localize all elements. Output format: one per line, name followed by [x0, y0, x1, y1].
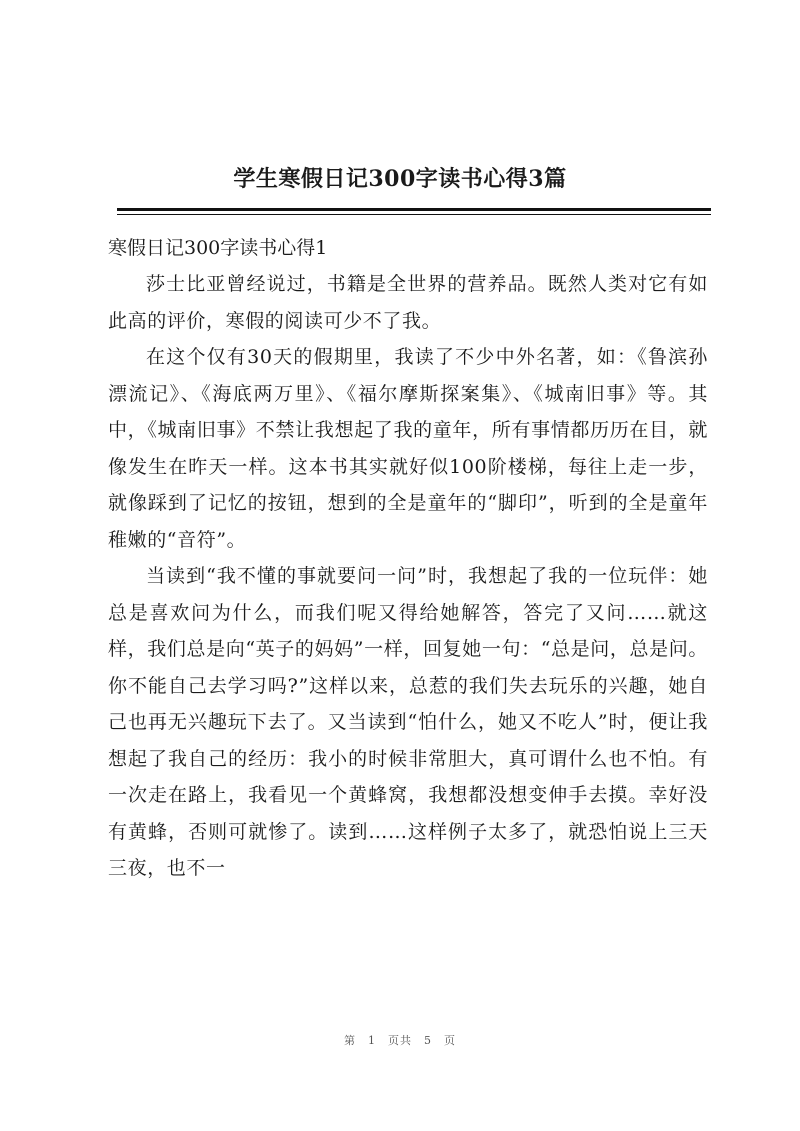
document-title: 学生寒假日记300字读书心得3篇 — [233, 166, 567, 192]
document-body — [108, 230, 708, 887]
title-underline-thick — [117, 208, 711, 211]
footer-page-total: 5 — [424, 1034, 432, 1047]
page-footer — [0, 1032, 800, 1048]
footer-page-current: 1 — [368, 1034, 376, 1047]
paragraph-1: 莎士比亚曾经说过，书籍是全世界的营养品。既然人类对它有如此高的评价，寒假的阅读可少不了我。 — [108, 273, 708, 332]
footer-prefix: 第 — [344, 1034, 356, 1047]
footer-suffix: 页 — [444, 1034, 456, 1047]
footer-middle: 页共 — [388, 1034, 412, 1047]
paragraph-2: 在这个仅有30天的假期里，我读了不少中外名著，如：《鲁滨孙漂流记》、《海底两万里》、《福尔摩斯探案集》、《城南旧事》等。其中，《城南旧事》不禁让我想起了我的童年，所有事情都历历在目，就像发生在昨天一样。这本书其实就好似100阶楼梯，每往上走一步，就像踩到了记忆的按钮，想到的全是童年的“脚印”，听到的全是童年稚嫩的“音符”。 — [108, 346, 708, 551]
section-heading: 寒假日记300字读书心得1 — [108, 237, 328, 259]
paragraph-3: 当读到“我不懂的事就要问一问”时，我想起了我的一位玩伴：她总是喜欢问为什么，而我们呢又得给她解答，答完了又问……就这样，我们总是向“英子的妈妈”一样，回复她一句：“总是问，总是问。你不能自己去学习吗?”这样以来，总惹的我们失去玩乐的兴趣，她自己也再无兴趣玩下去了。又当读到“怕什么，她又不吃人”时，便让我想起了我自己的经历：我小的时候非常胆大，真可谓什么也不怕。有一次走在路上，我看见一个黄蜂窝，我想都没想变伸手去摸。幸好没有黄蜂，否则可就惨了。读到……这样例子太多了，就恐怕说上三天三夜，也不一 — [108, 565, 708, 879]
title-underline-thin — [117, 214, 711, 215]
